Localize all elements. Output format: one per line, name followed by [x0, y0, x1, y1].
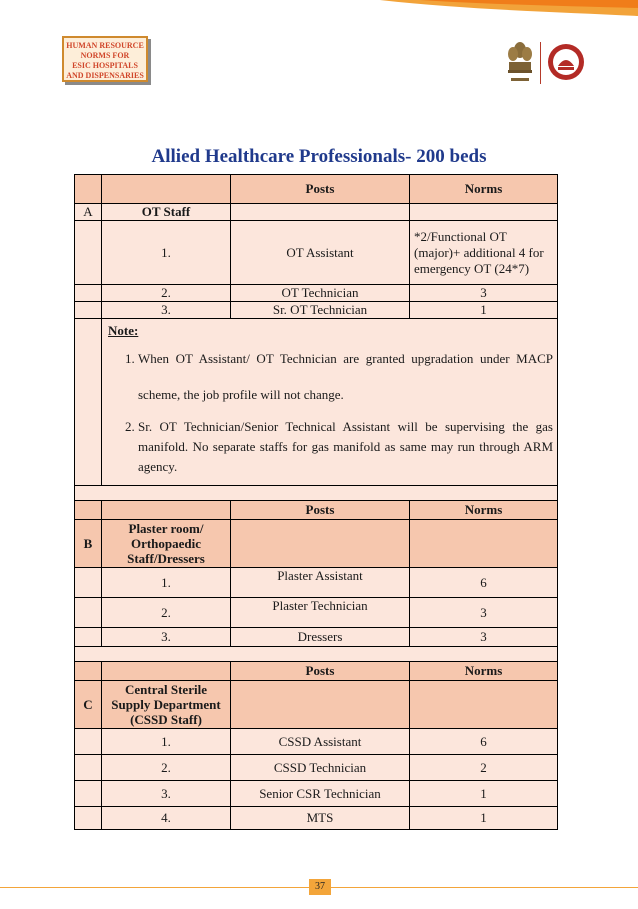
spacer-row	[75, 647, 558, 662]
table-row	[75, 755, 558, 781]
col-header-posts: Posts	[231, 662, 410, 681]
post-name: CSSD Technician	[231, 755, 410, 781]
norm-value: 1	[410, 781, 558, 807]
badge-line-2: NORMS FOR	[80, 51, 130, 60]
norm-value: 6	[410, 568, 558, 598]
row-number: 3.	[102, 302, 231, 319]
col-header-norms: Norms	[410, 662, 558, 681]
note-item: 2. Sr. OT Technician/Senior Technical Assistant will be supervising the gas manifold. No separate staffs for gas manifold as same may run through ARM agency.	[138, 417, 553, 477]
section-letter: B	[75, 520, 102, 568]
note-item: 1. When OT Assistant/ OT Technician are granted upgradation under MACP scheme, the job profile will not change.	[138, 341, 553, 413]
table-row	[75, 807, 558, 830]
section-name: Plaster room/ Orthopaedic Staff/Dressers	[102, 520, 231, 568]
table-header-row	[75, 662, 558, 681]
national-emblem-icon	[505, 40, 535, 86]
section-name: Central Sterile Supply Department (CSSD Staff)	[102, 681, 231, 729]
header-badge	[62, 36, 148, 82]
post-name: MTS	[231, 807, 410, 830]
post-name: Senior CSR Technician	[231, 781, 410, 807]
page-number: 37	[315, 881, 325, 892]
spacer-row	[75, 486, 558, 501]
row-number: 1.	[102, 568, 231, 598]
row-number: 2.	[102, 598, 231, 628]
badge-line-3: ESIC HOSPITALS	[72, 61, 138, 70]
norm-value: 3	[410, 285, 558, 302]
norm-value: 1	[410, 807, 558, 830]
section-letter: C	[75, 681, 102, 729]
section-c-row	[75, 681, 558, 729]
col-header-norms: Norms	[410, 501, 558, 520]
post-name: Plaster Assistant	[231, 568, 410, 598]
col-header-posts: Posts	[231, 501, 410, 520]
note-block	[102, 319, 558, 486]
row-number: 2.	[102, 285, 231, 302]
row-number: 3.	[102, 628, 231, 647]
table-row	[75, 628, 558, 647]
col-header-norms: Norms	[410, 175, 558, 204]
post-name: Plaster Technician	[231, 598, 410, 628]
norm-value: 2	[410, 755, 558, 781]
norm-value: 6	[410, 729, 558, 755]
staffing-table	[74, 174, 558, 830]
page-title: Allied Healthcare Professionals- 200 beds	[151, 146, 487, 167]
post-name: Sr. OT Technician	[231, 302, 410, 319]
table-header-row	[75, 501, 558, 520]
norm-value: 3	[410, 628, 558, 647]
table-header-row	[75, 175, 558, 204]
norm-value: 3	[410, 598, 558, 628]
norm-value: *2/Functional OT (major)+ additional 4 for emergency OT (24*7)	[410, 221, 558, 285]
section-b-row	[75, 520, 558, 568]
post-name: OT Assistant	[231, 221, 410, 285]
table-row	[75, 302, 558, 319]
row-number: 4.	[102, 807, 231, 830]
section-letter: A	[75, 204, 102, 221]
header-swoosh	[0, 0, 638, 30]
section-name: OT Staff	[102, 204, 231, 221]
row-number: 1.	[102, 729, 231, 755]
table-row	[75, 781, 558, 807]
table-row	[75, 729, 558, 755]
row-number: 3.	[102, 781, 231, 807]
note-list	[108, 341, 553, 477]
norm-value: 1	[410, 302, 558, 319]
table-row	[75, 568, 558, 598]
logo-divider	[540, 42, 541, 84]
post-name: Dressers	[231, 628, 410, 647]
post-name: CSSD Assistant	[231, 729, 410, 755]
note-title: Note:	[108, 323, 139, 338]
table-row	[75, 598, 558, 628]
table-row	[75, 221, 558, 285]
row-number: 1.	[102, 221, 231, 285]
post-name: OT Technician	[231, 285, 410, 302]
section-a-row	[75, 204, 558, 221]
col-header-posts: Posts	[231, 175, 410, 204]
esic-logo-icon	[546, 42, 586, 82]
badge-line-1: HUMAN RESOURCE	[66, 41, 144, 50]
table-row	[75, 285, 558, 302]
row-number: 2.	[102, 755, 231, 781]
note-row	[75, 319, 558, 486]
badge-line-4: AND DISPENSARIES	[66, 71, 144, 80]
